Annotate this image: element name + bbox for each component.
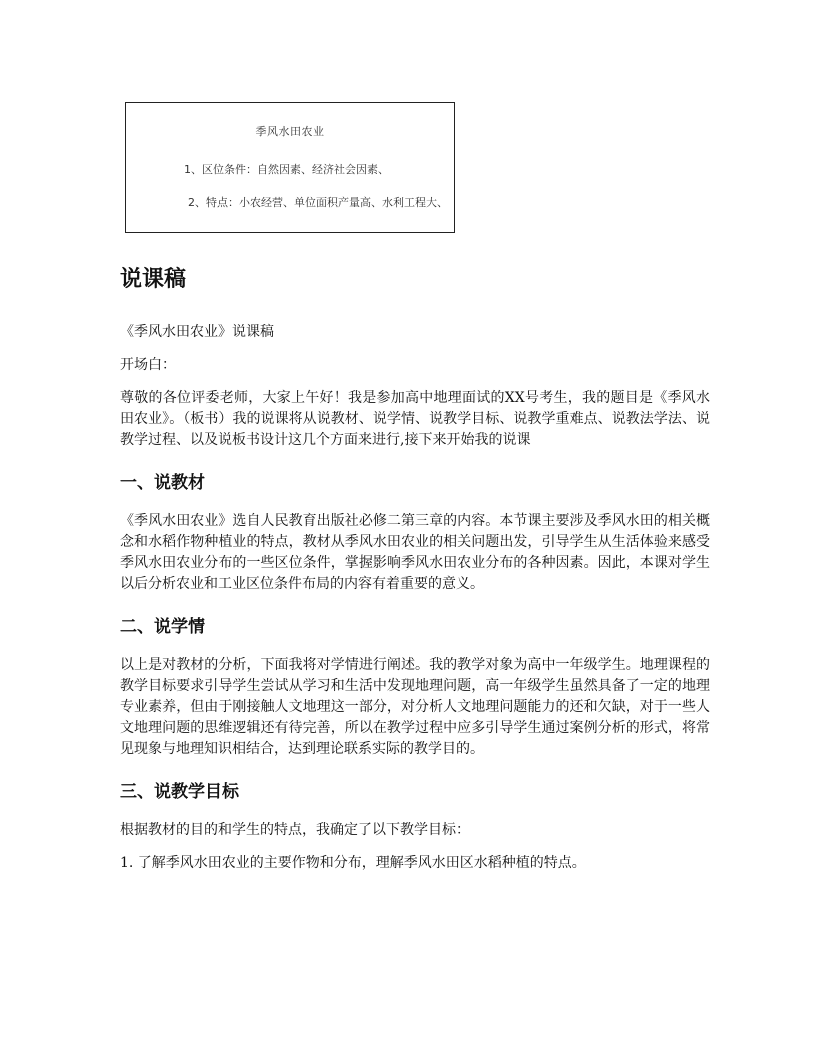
- board-line-characteristics: 2、特点：小农经营、单位面积产量高、水利工程大、: [188, 196, 448, 209]
- document-subtitle: 《季风水田农业》说课稿: [120, 324, 274, 340]
- section-heading-textbook: 一、说教材: [120, 473, 205, 493]
- section-paragraph-textbook: 《季风水田农业》选自人民教育出版社必修二第三章的内容。本节课主要涉及季风水田的相关概念和水稻作物种植业的特点，教材从季风水田农业的相关问题出发，引导学生从生活体验来感受季风水田农业分布的一些区位条件，掌握影响季风水田农业分布的各种因素。因此，本课对学生以后分析农业和工业区位条件布局的内容有着重要的意义。: [120, 513, 710, 592]
- section-paragraph-goals: 根据教材的目的和学生的特点，我确定了以下教学目标：: [120, 822, 470, 838]
- opening-label: 开场白：: [120, 357, 176, 373]
- document-body: [120, 262, 710, 886]
- section-heading-students: 二、说学情: [120, 617, 205, 637]
- goal-item-1: 1. 了解季风水田农业的主要作物和分布，理解季风水田区水稻种植的特点。: [120, 855, 586, 871]
- board-line-location-factors: 1、区位条件：自然因素、经济社会因素、: [184, 163, 389, 176]
- section-paragraph-students: 以上是对教材的分析，下面我将对学情进行阐述。我的教学对象为高中一年级学生。地理课程的教学目标要求引导学生尝试从学习和生活中发现地理问题，高一年级学生虽然具备了一定的地理专业素养，但由于刚接触人文地理这一部分，对分析人文地理问题能力的还和欠缺，对于一些人文地理问题的思维逻辑还有待完善，所以在教学过程中应多引导学生通过案例分析的形式，将常见现象与地理知识相结合，达到理论联系实际的教学目的。: [120, 657, 710, 757]
- opening-paragraph: 尊敬的各位评委老师，大家上午好！我是参加高中地理面试的XX号考生，我的题目是《季风水田农业》。（板书）我的说课将从说教材、说学情、说教学目标、说教学重难点、说教法学法、说教学过程、以及说板书设计这几个方面来进行,接下来开始我的说课: [120, 390, 710, 448]
- board-title: 季风水田农业: [255, 125, 325, 138]
- blackboard-design-box: [125, 102, 455, 233]
- section-heading-goals: 三、说教学目标: [120, 782, 239, 802]
- document-title: 说课稿: [120, 267, 187, 292]
